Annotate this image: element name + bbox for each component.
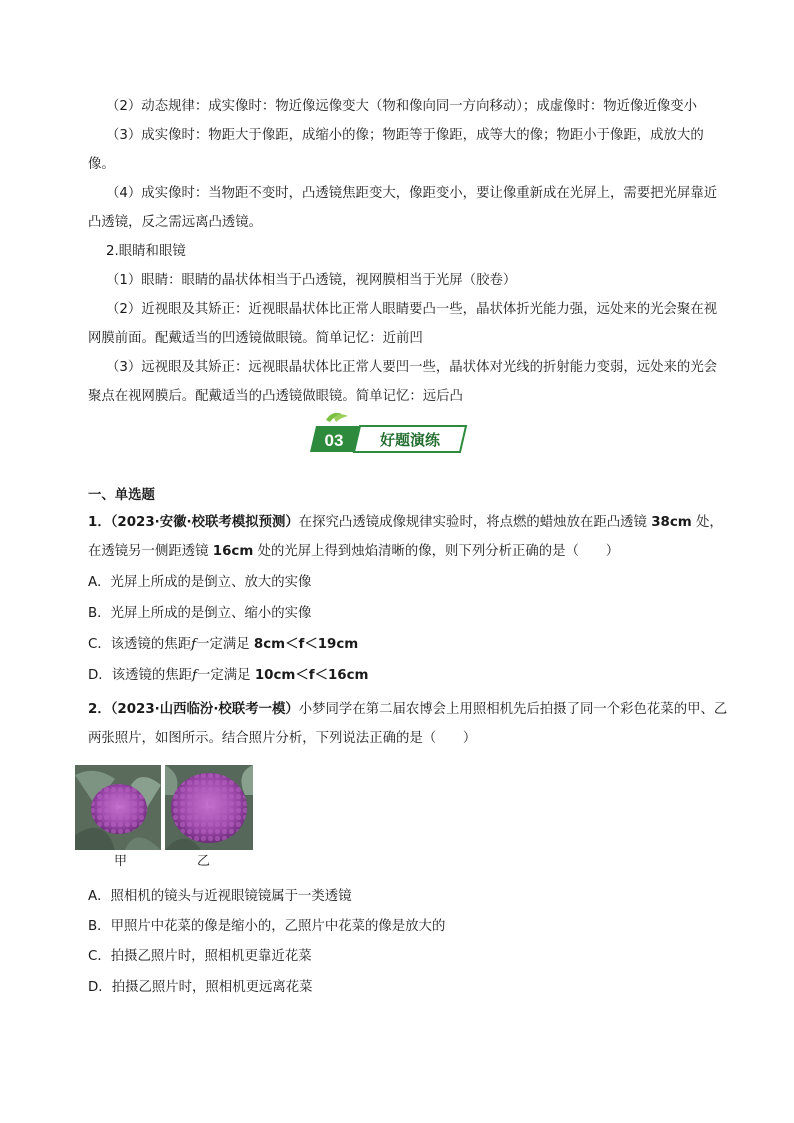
q1-option-d-prefix: D．该透镜的焦距	[88, 668, 193, 683]
q1-value-1: 38cm	[651, 515, 692, 530]
q2-number: 2．	[88, 702, 111, 717]
q2-source: （2023·山西临汾·校联考一模）	[110, 702, 299, 717]
q1-option-b[interactable]: B．光屏上所成的是倒立、缩小的实像	[88, 606, 312, 621]
photo-yi	[165, 765, 253, 850]
question-1-stem	[88, 508, 728, 566]
q1-option-d[interactable]	[88, 666, 369, 686]
q1-stem-part3: 处的光屏上得到烛焰清晰的像，则下列分析正确的是（ ）	[257, 544, 620, 559]
q2-option-c[interactable]: C．拍摄乙照片时，照相机更靠近花菜	[88, 949, 312, 964]
eyes-item-hyperopia: （3）远视眼及其矫正：远视眼晶状体比正常人要凹一些，晶状体对光线的折射能力变弱，远处来的光会聚点在视网膜后。配戴适当的凸透镜做眼镜。简单记忆：远后凸	[88, 360, 718, 404]
q1-option-c-prefix: C．该透镜的焦距	[88, 637, 192, 652]
q1-option-c-mid: 一定满足	[196, 637, 250, 652]
q1-option-a[interactable]: A．光屏上所成的是倒立、放大的实像	[88, 575, 312, 590]
q2-option-a[interactable]: A．照相机的镜头与近视眼镜镜属于一类透镜	[88, 889, 352, 904]
q1-option-d-range: 10cm＜f＜16cm	[254, 668, 369, 683]
q2-stem-text: 小梦同学在第二届农博会上用照相机先后拍摄了同一个彩色花菜的甲、乙两张照片，如图所示。结合照片分析，下列说法正确的是（ ）	[88, 702, 728, 746]
rule-real-image: （3）成实像时：物距大于像距，成缩小的像；物距等于像距，成等大的像；物距小于像距，成放大的像。	[88, 128, 704, 172]
q1-option-c-range: 8cm＜f＜19cm	[253, 637, 359, 652]
cauliflower-photos	[75, 765, 253, 853]
q1-source: （2023·安徽·校联考模拟预测）	[110, 515, 299, 530]
q1-value-2: 16cm	[212, 544, 254, 559]
q1-stem-part2: 处，在透镜另一侧距透镜	[88, 515, 723, 559]
q1-stem-part1: 在探究凸透镜成像规律实验时，将点燃的蜡烛放在距凸透镜	[298, 515, 647, 530]
photo-jia	[75, 765, 161, 850]
eyes-heading: 2.眼睛和眼镜	[106, 244, 186, 259]
banner-number: 03	[324, 431, 344, 450]
eyes-item-1: （1）眼睛：眼睛的晶状体相当于凸透镜，视网膜相当于光屏（胶卷）	[106, 273, 517, 288]
section-title: 一、单选题	[88, 488, 155, 503]
photo-label-yi: 乙	[197, 854, 211, 869]
rule-dynamic: （2）动态规律：成实像时：物近像远像变大（物和像向同一方向移动）；成虚像时：物近像近像变小	[106, 99, 698, 114]
q2-option-b[interactable]: B．甲照片中花菜的像是缩小的，乙照片中花菜的像是放大的	[88, 919, 446, 934]
banner-title: 好题演练	[379, 431, 441, 449]
eyes-item-myopia: （2）近视眼及其矫正：近视眼晶状体比正常人眼睛要凸一些，晶状体折光能力强，远处来的光会聚在视网膜前面。配戴适当的凹透镜做眼镜。简单记忆：近前凹	[88, 302, 718, 346]
q2-option-d[interactable]: D．拍摄乙照片时，照相机更远离花菜	[88, 980, 313, 995]
photo-label-jia: 甲	[114, 854, 128, 869]
q1-number: 1．	[88, 515, 111, 530]
q1-option-c-f: f	[191, 637, 197, 652]
question-2-stem	[88, 695, 728, 753]
rule-focal-change: （4）成实像时：当物距不变时，凸透镜焦距变大，像距变小，要让像重新成在光屏上，需要把光屏靠近凸透镜，反之需远离凸透镜。	[88, 186, 718, 230]
section-banner	[308, 410, 468, 456]
q1-option-d-mid: 一定满足	[197, 668, 251, 683]
q1-option-c[interactable]	[88, 635, 358, 655]
q1-option-d-f: f	[192, 668, 198, 683]
